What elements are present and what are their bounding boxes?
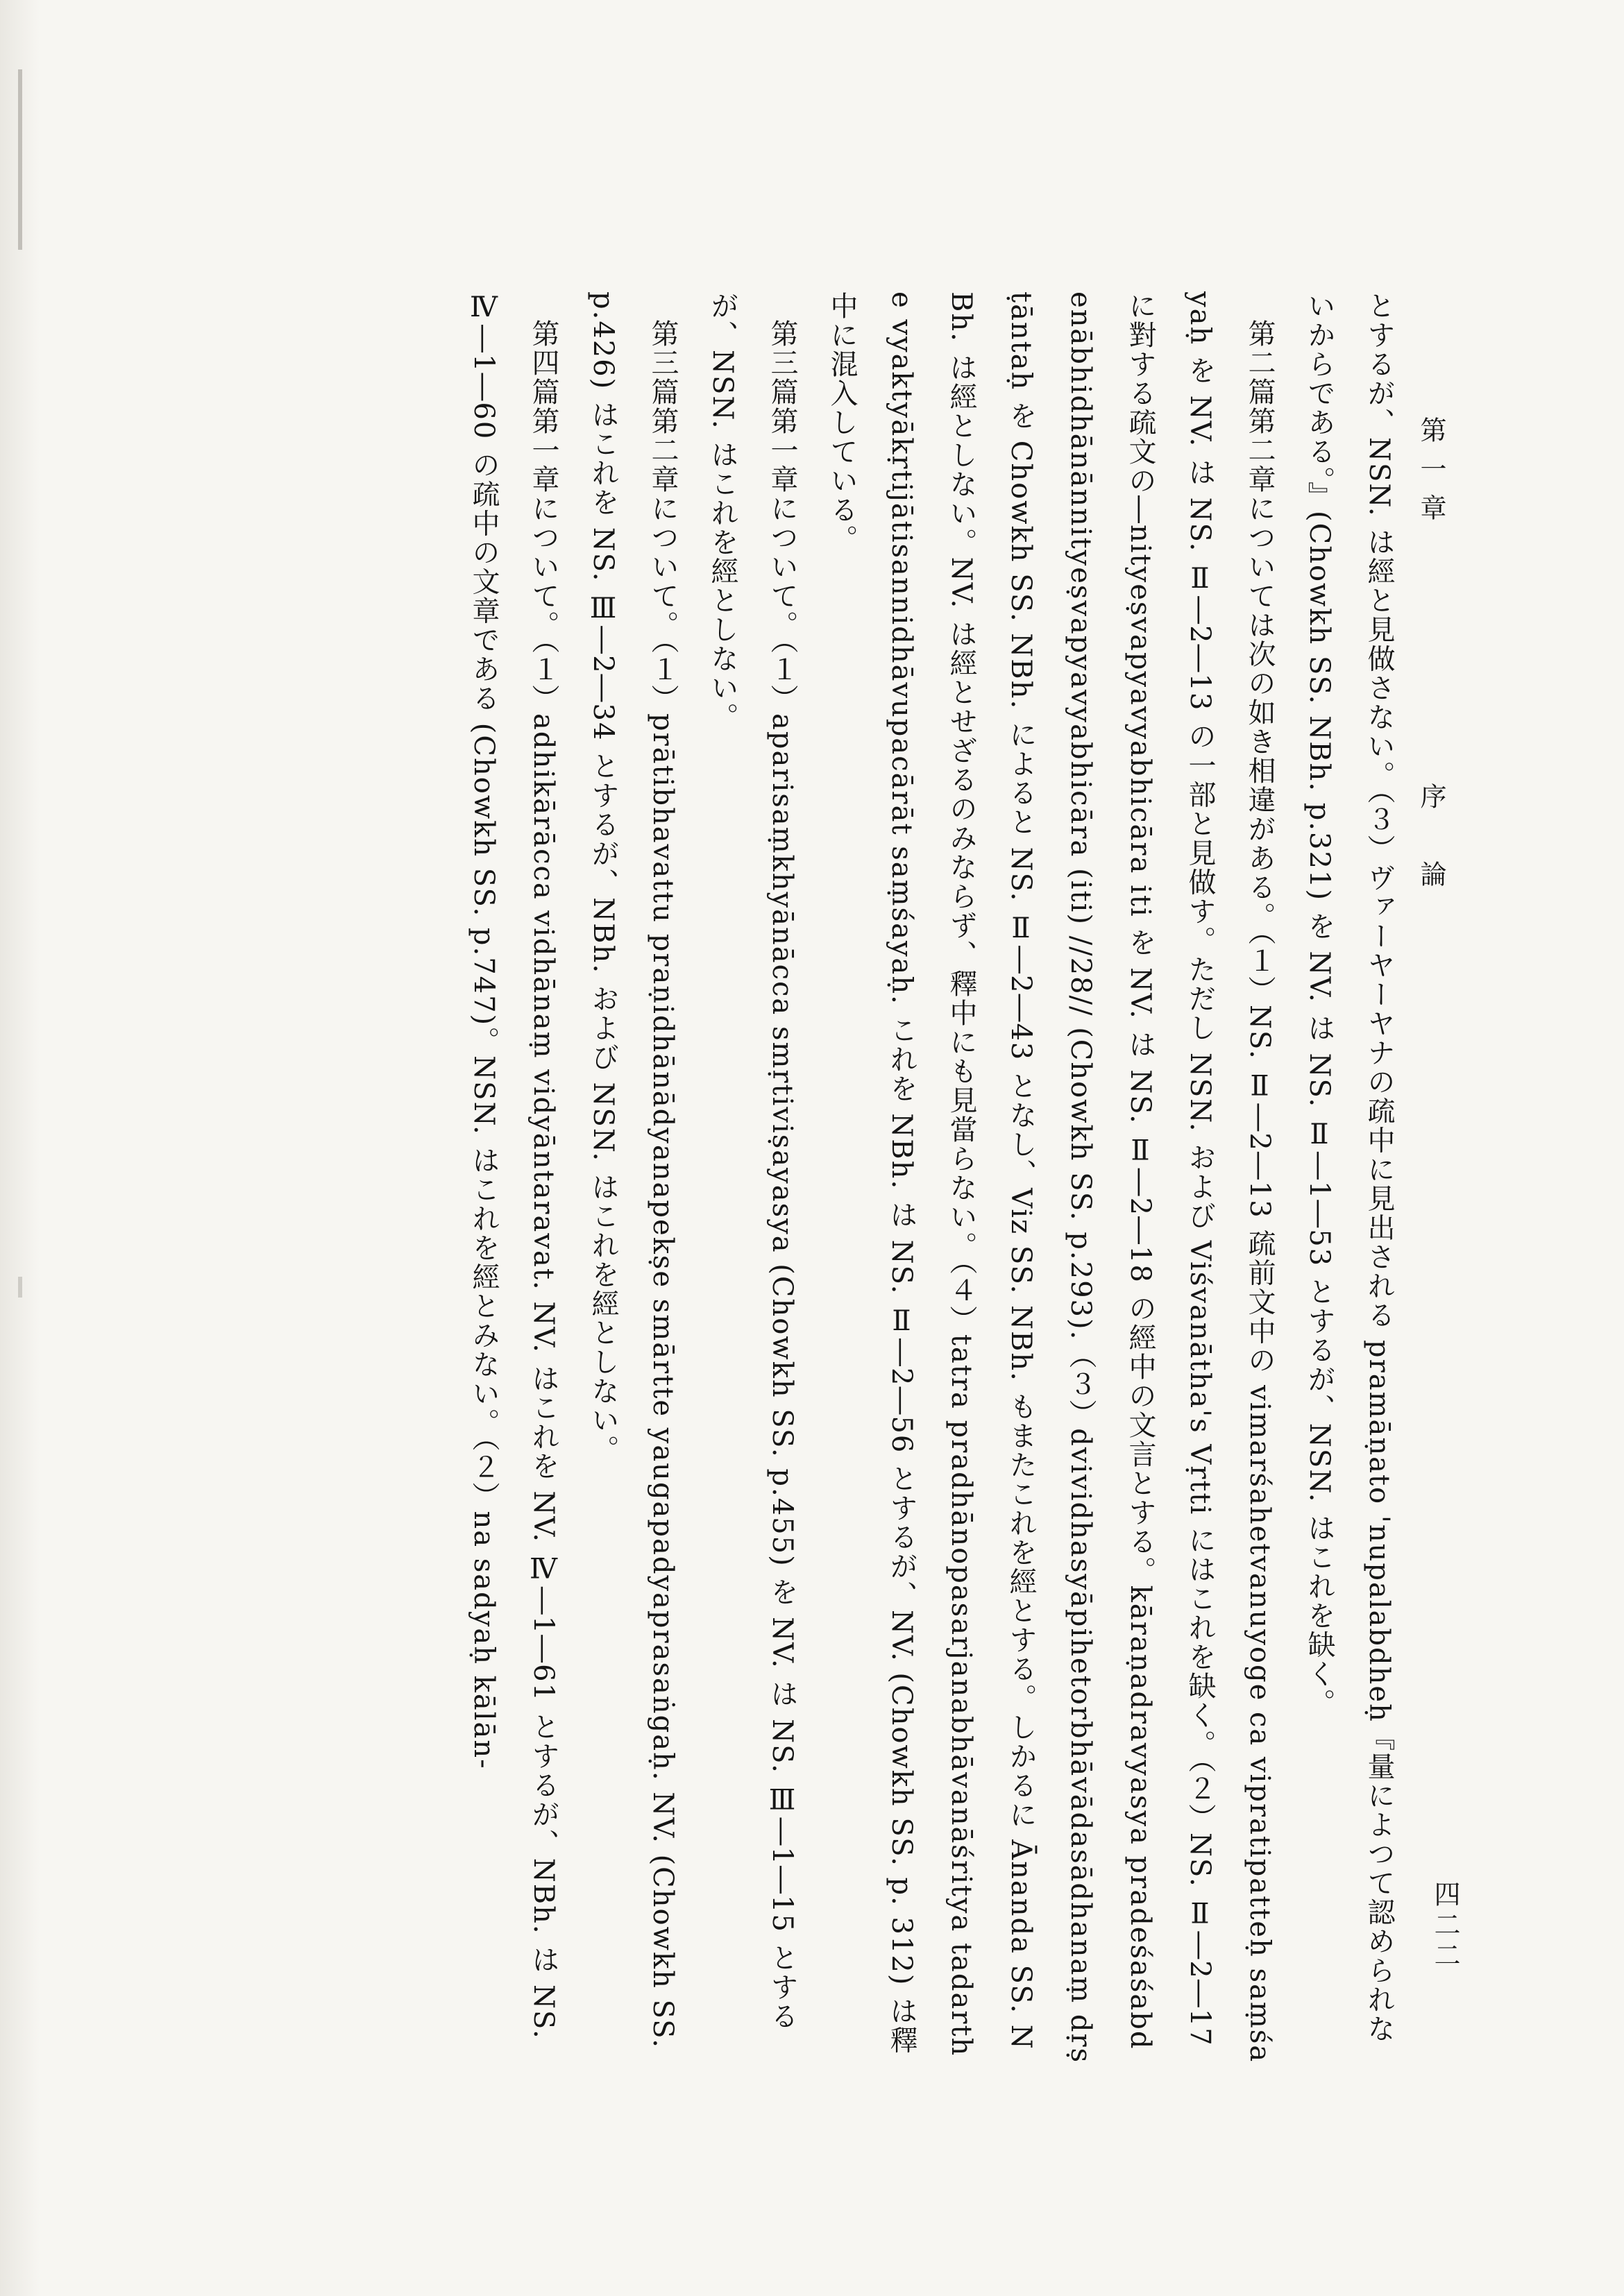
chapter-title: 序 論 [1416,783,1446,900]
paragraph: 第二篇第二章については次の如き相違がある。（１）NS. Ⅱ―2―13 疏前文中の vimarśahetvanuyoge ca vipratipatteḥ saṃśayaḥ を NV. は NS. Ⅱ―2―13 の一部と見做す。ただし NSN. および Viśvanātha's Vṛtti にはこれを缺く。（２）NS. Ⅱ―2―17 に對する疏文の―nityeṣvapyavyabhicāra iti を NV. は NS. Ⅱ―2―18 の經中の文言とする。kāraṇadravyasya pradeśaśabdenābhidhānānnityeṣvapyavyabhicāra (iti) //28// (Chowkh SS. p.293).（３）dvividhasyāpihetorbhāvādasādhanaṃ dṛṣṭāntaḥ を Chowkh SS. NBh. によると NS. Ⅱ―2―43 となし、Viz SS. NBh. もまたこれを經とする。しかるに Ānanda SS. NBh. は經としない。NV. は經とせざるのみならず、釋中にも見當らない。（４）tatra pradhānopasarjanabhāvanāśritya tadarthe vyaktyākṛtijātisannidhāvupacārāt saṃśayaḥ. これを NBh. は NS. Ⅱ―2―56 とするが、NV. (Chowkh SS. p. 312) は釋中に混入している。 [826,291,1276,2064]
paragraph: 第四篇第一章について。（１）adhikārācca vidhānaṃ vidyāntaravat. NV. はこれを NV. Ⅳ―1―61 とするが、NBh. は NS. Ⅳ―1―60 の疏中の文章である (Chowkh SS. p.747)。NSN. はこれを經とみない。（２）na sadyaḥ kālān- [468,291,559,2040]
page [229,291,1460,2068]
paragraph: 第三篇第一章について。（１）aparisaṃkhyānācca smṛtiviṣayasya (Chowkh SS. p.455) を NV. は NS. Ⅲ―1―15 とするが、NSN. はこれを經としない。 [707,291,798,2031]
paragraph: 第三篇第二章について。（１）prātibhavattu praṇidhānādyanapekṣe smārtte yaugapadyaprasaṅgaḥ. NV. (Chowkh SS. p.426) はこれを NS. Ⅲ―2―34 とするが、NBh. および NSN. はこれを經としない。 [587,291,679,2049]
scan-mark [18,1277,22,1298]
running-header [1409,416,1450,1735]
body-text [229,291,1409,2068]
paragraph: とするが、NSN. は經と見做さない。（３）ヴァーヤーヤナの疏中に見出される pramāṇato 'nupalabdheḥ『量によつて認められないからである。』(Chowkh SS. NBh. p.321) を NV. は NS. Ⅱ―1―53 とするが、NSN. はこれを缺く。 [1303,291,1395,2043]
scan-mark [18,69,22,250]
chapter-label: 第一章 [1416,416,1446,533]
page-number: 四二二 [1430,1880,1460,1972]
scan-edge [0,0,40,2296]
